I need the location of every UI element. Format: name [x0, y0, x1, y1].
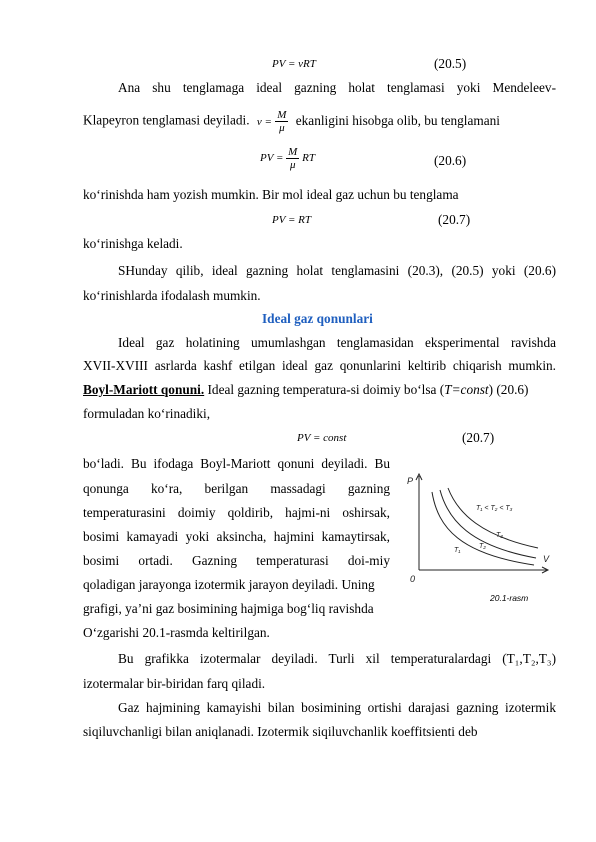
paragraph-line: bo‘ladi. Bu ifodaga Boyl-Mariott qonuni deyiladi. Bu [83, 456, 390, 471]
paragraph-line: grafigi, ya’ni gaz bosimining hajmiga bog‘liq ravishda [83, 601, 374, 616]
paragraph-line: Boyl-Mariott qonuni. Ideal gazning temperatura-si doimiy bo‘lsa (T=const) (20.6) [83, 382, 529, 397]
fraction-m-mu: $\frac{M}{\mu}$ [288, 146, 298, 171]
paragraph-line: Bu grafikka izotermalar deyiladi. Turli xil temperaturalardagi (T₁,T₂,T₃) [118, 651, 556, 666]
paragraph-line: bosimi kamayadi yoki aksincha, hajmini kamaytirsak, [83, 529, 390, 544]
equation-20-7: PV = RT [272, 214, 311, 226]
paragraph-line: izotermalar bir-biridan farq qiladi. [83, 676, 266, 691]
law-name: Boyl-Mariott qonuni. [83, 382, 205, 397]
paragraph-line [83, 109, 500, 134]
equation-number: (20.7) [438, 212, 471, 227]
curve-label-t3: T₃ [496, 532, 504, 539]
curve-label-t2: T₂ [479, 543, 486, 550]
origin-label: 0 [410, 574, 416, 584]
equation-20-6: PV = $\frac{M}{\mu}$ RT [260, 146, 315, 171]
paragraph-line: ko‘rinishda ham yozish mumkin. Bir mol ideal gaz uchun bu tenglama [83, 187, 459, 202]
paragraph-line: formuladan ko‘rinadiki, [83, 406, 211, 421]
section-heading: Ideal gaz qonunlari [262, 311, 373, 326]
paragraph-line: ko‘rinishga keladi. [83, 236, 183, 251]
paragraph-line: qoladigan jarayonga izotermik jarayon deyiladi. Uning [83, 577, 375, 592]
paragraph-line: Ana shu tenglamaga ideal gazning holat tenglamasi yoki Mendeleev- [118, 80, 556, 95]
paragraph-line: SHunday qilib, ideal gazning holat tenglamasini (20.3), (20.5) yoki (20.6) [118, 263, 556, 278]
temperature-relation: T₁ < T₂ < T₃ [476, 505, 513, 512]
curve-label-t1: T₁ [454, 547, 461, 554]
paragraph-line: ko‘rinishlarda ifodalash mumkin. [83, 288, 261, 303]
paragraph-line: bosimi ortadi. Gazning temperaturasi doi-miy [83, 553, 390, 568]
equation-boyle: PV = const [297, 432, 347, 444]
y-axis-label: P [407, 476, 414, 486]
paragraph-line: temperaturasini doimiy qoldirib, hajmi-ni oshirsak, [83, 505, 390, 520]
isotherm-t3 [448, 488, 538, 548]
paragraph-line: O‘zgarishi 20.1-rasmda keltirilgan. [83, 625, 270, 640]
equation-number: (20.6) [434, 153, 467, 168]
isotherm-figure [404, 470, 554, 600]
figure-caption: 20.1-rasm [490, 593, 529, 603]
fraction-m-mu: $\frac{M}{\mu}$ [277, 109, 287, 134]
equation-20-5: PV = νRT [272, 58, 316, 70]
equation-number: (20.5) [434, 56, 467, 71]
paragraph-line: Gaz hajmining kamayishi bilan bosimining ortishi darajasi gazning izotermik [118, 700, 556, 715]
equation-number: (20.7) [462, 430, 495, 445]
paragraph-line: siqiluvchanligi bilan aniqlanadi. Izotermik siqiluvchanlik koeffitsienti deb [83, 724, 478, 739]
paragraph-line: XVII-XVIII asrlarda kashf etilgan ideal gaz qonunlarini keltirib chiqarish mumkin. [83, 358, 556, 373]
text-fragment: ekanligini hisobga olib, bu tenglamani [295, 112, 500, 128]
text-fragment: Klapeyron tenglamasi deyiladi. [83, 112, 250, 128]
nu-definition: ν = [256, 115, 272, 128]
paragraph-line: qonunga ko‘ra, berilgan massadagi gazning [83, 481, 390, 496]
paragraph-line: Ideal gaz holatining umumlashgan tenglamasidan eksperimental ravishda [118, 335, 556, 350]
x-axis-label: V [543, 554, 550, 564]
